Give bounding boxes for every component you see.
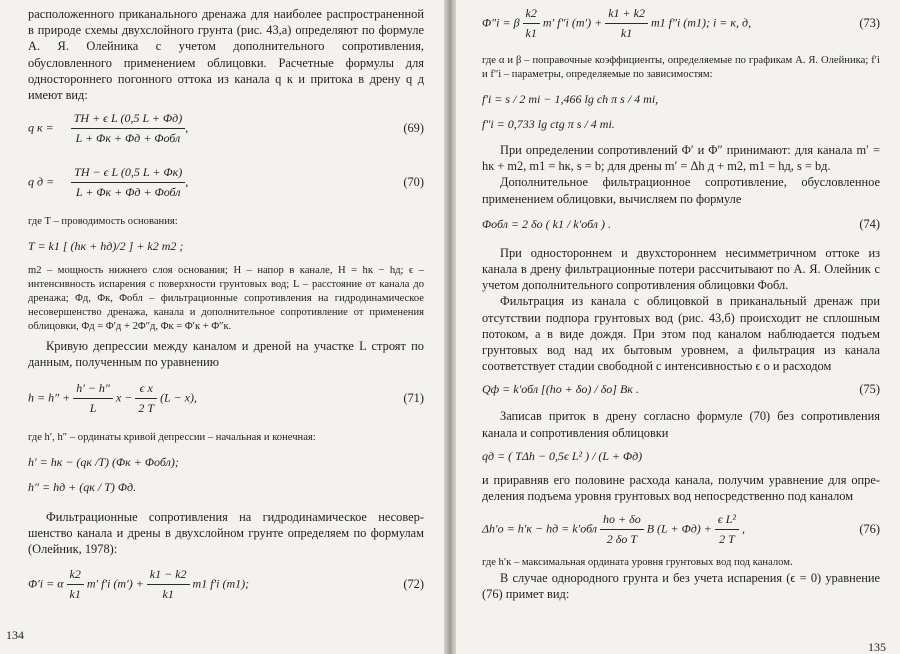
fraction: $\frac{\text{TH − ϵ L (0,5 L + Φк)}}{\text{L + Φк + Φд + Φобл}}$	[71, 165, 185, 200]
equation-number: (72)	[403, 577, 424, 592]
where-clause: где h′к – максимальная ордината уровня грунтовых вод под каналом.	[482, 557, 793, 569]
definitions: m2 – мощность нижнего слоя основания; H – напор в канале, H = hк − hд; ϵ – интенсивность испарения с поверхности грунтовых вод; L – расстояние от канала до дренажа; Φд, Φк, Φобл – фильтрационные сопротивления на гидродинамическое несовершенство дренажа, канала и дополнительное сопротивление от применения облицовки, Φд = Φ′д + 2Φ″д, Φк = Φ′к + Φ″к.	[28, 265, 424, 333]
paragraph: При одностороннем и двухстороннем несимметричном оттоке из канала в дрену фильтрационные потери рассчитывают по А. Я. Олейник с учетом дополнительного сопротивления облицовки Φобл.	[482, 245, 880, 293]
fraction: $\frac{h' - h''}{L}$	[73, 381, 113, 416]
equation-h-double-prime: h″ = hд + (qк / T) Φд.	[28, 479, 137, 494]
equation-number: (71)	[403, 390, 424, 405]
equation-T: T = k1 [ (hк + hд)/2 ] + k2 m2 ;	[28, 239, 184, 254]
page-number: 135	[868, 640, 886, 654]
fraction: $\frac{hо + \delta о}{\text{2 δо T}}$	[600, 512, 644, 547]
equation-number: (75)	[859, 382, 880, 397]
equation-72: Φ′i = α $\frac{k2}{k1}$ m′ f′i (m′) + $\frac{k1 - k2}{k1}$ m1 f′i (m1); (72)	[28, 567, 424, 602]
paragraph: и приравняв его половине расхода канала, получим уравнение для определения подъема уровня грунтовых вод непосредственно под каналом	[482, 472, 880, 504]
equation-number: (74)	[859, 216, 880, 231]
fraction: $\frac{\text{ϵ x}}{2 T}$	[135, 381, 157, 416]
where-clause: где α и β – поправочные коэффициенты, определяемые по графикам А. Я. Олейника; f′i и f″i – параметры, определяемые по зависимостям:	[482, 55, 880, 80]
paragraph: Записав приток в дрену согласно формуле (70) без сопротивления канала и сопротивления облицовки	[482, 409, 880, 440]
paragraph: Дополнительное фильтрационное сопротивление, обусловленное применением облицовки, вычисляем по формуле	[482, 175, 880, 206]
equation-69: q к = $\frac{\text{TH + ϵ L (0,5 L + Φд)}}{\text{L + Φк + Φд + Φобл}}$ , (69)	[28, 111, 424, 146]
equation-number: (69)	[403, 121, 424, 136]
fraction: $\frac{k1 - k2}{k1}$	[147, 567, 190, 602]
book-gutter	[444, 0, 456, 654]
equation-70: q д = $\frac{\text{TH − ϵ L (0,5 L + Φк)}}{\text{L + Φк + Φд + Φобл}}$ , (70)	[28, 165, 424, 200]
equation-73: Φ″i = β $\frac{k2}{k1}$ m′ f″i (m′) + $\frac{k1 + k2}{k1}$ m1 f″i (m1); i = к, д, (73)	[482, 6, 880, 40]
fraction: $\frac{k2}{k1}$	[523, 6, 540, 41]
left-page	[0, 0, 444, 654]
equation-h-prime: h′ = hк − (qк /T) (Φк + Φобл);	[28, 454, 179, 469]
equation-q-drain: qд = ( TΔh − 0,5ϵ L² ) / (L + Φд)	[482, 448, 643, 463]
fraction: $\frac{\text{TH + ϵ L (0,5 L + Φд)}}{\text{L + Φк + Φд + Φобл}}$	[71, 111, 185, 146]
equation-f-double-prime: f″i = 0,733 lg ctg π s / 4 mi.	[482, 117, 615, 131]
where-clause: где h′, h″ – ординаты кривой депрессии – начальная и конечная:	[28, 431, 316, 443]
paragraph: При определении сопротивлений Φ′ и Φ″ принимают: для канала m′ = hк + m2, m1 = hк, s = b; для дрены m′ = Δh д + m2, m1 = hд, s = bд.	[482, 143, 880, 174]
right-page	[456, 0, 900, 654]
page-number: 134	[6, 628, 24, 642]
equation-74: Φобл = 2 δо ( k1 / k′обл ) . (74)	[482, 216, 880, 231]
fraction: $\frac{\text{ϵ L²}}{2 T}$	[715, 512, 739, 547]
equation-f-prime: f′i = s / 2 mi − 1,466 lg ch π s / 4 mi,	[482, 92, 659, 106]
fraction: $\frac{k2}{k1}$	[67, 567, 84, 602]
paragraph: В случае однородного грунта и без учета испарения (ϵ = 0) уравнение (76) примет вид:	[482, 571, 880, 602]
equation-number: (70)	[403, 175, 424, 190]
equation-number: (73)	[859, 16, 880, 30]
equation-number: (76)	[859, 522, 880, 537]
fraction: $\frac{k1 + k2}{k1}$	[605, 6, 648, 41]
paragraph: Фильтрация из канала с облицовкой в приканальный дренаж при отсутствии подпора грунтовых вод (рис. 43,б) происходит не сплошным потоком, а в виде дождя. При этом под каналом наблюдается подъем грунтовых вод над их бытовым уровнем, а фильтрация из канала соответствует стадии свободной с интенсивностью ϵ о и расходом	[482, 294, 880, 374]
equation-71: h = h″ + $\frac{h' - h''}{L}$ x − $\frac{\text{ϵ x}}{2 T}$ (L − x), (71)	[28, 380, 424, 415]
paragraph: Фильтрационные сопротивления на гидродинамическое несовершенство канала и дрены в двухслойном грунте определяем по формулам (Олейник, 1978):	[28, 509, 424, 557]
paragraph: расположенного приканального дренажа для наиболее распространенной в природе схемы двухслойного грунта (рис. 43,а) определяют по формуле А. Я. Олейника с учетом дополнительного сопротивления, обусловленного применением облицовки. Расчетные формулы для одностороннего погонного оттока из канала q к и притока в дрену q д имеют вид:	[28, 7, 424, 103]
where-clause: где T – проводимость основания:	[28, 216, 178, 228]
paragraph: Кривую депрессии между каналом и дреной на участке L строят по данным, полученным по уравнению	[28, 339, 424, 370]
equation-76: Δh′о = h′к − hд = k′обл $\frac{hо + \delta о}{\text{2 δо T}}$ B (L + Φд) + $\frac{\text{ϵ L²}}{2 T}$ , (76)	[482, 512, 880, 547]
equation-75: Qф = k′обл [(hо + δо) / δо] Bк . (75)	[482, 382, 880, 397]
